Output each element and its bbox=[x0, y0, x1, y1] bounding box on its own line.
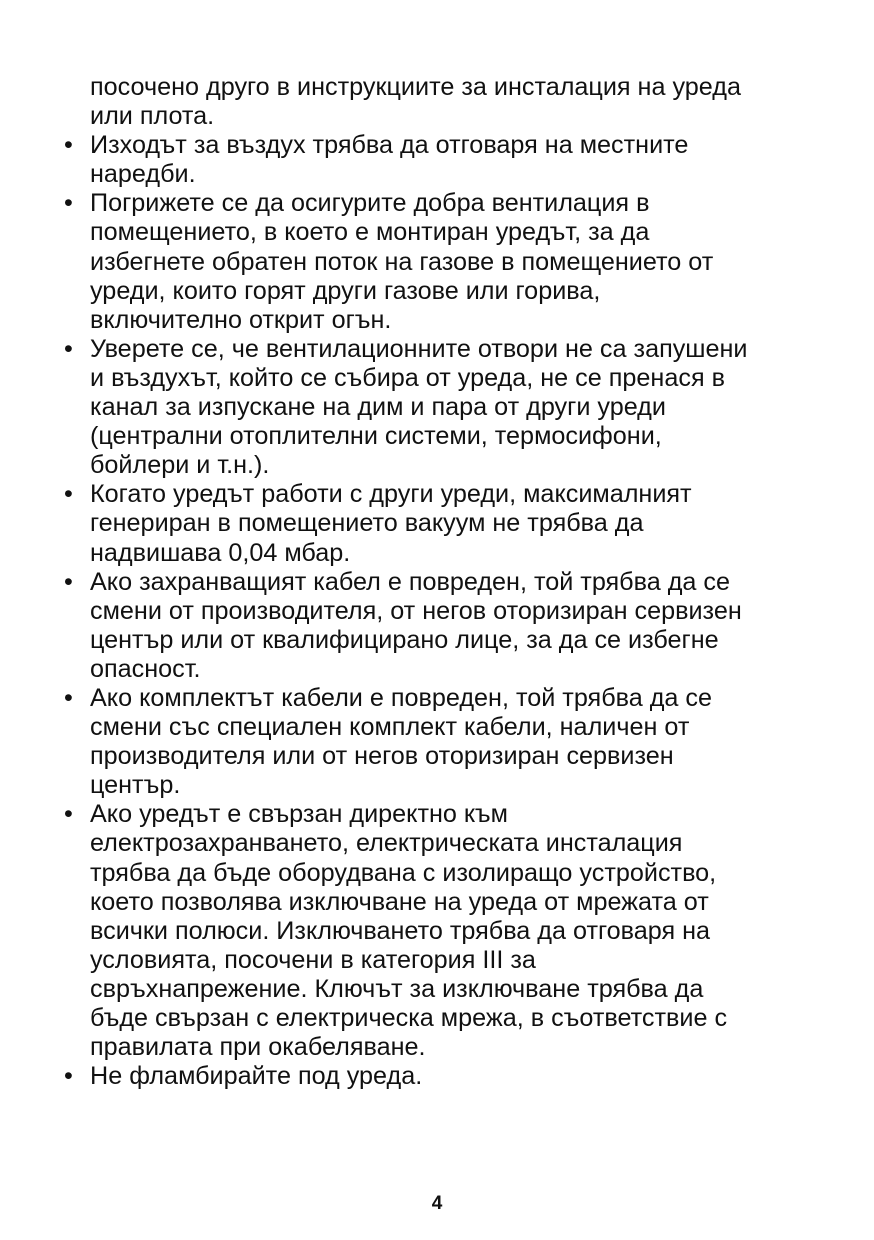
text-line: трябва да бъде оборудвана с изолиращо устройство, bbox=[90, 858, 717, 887]
text-line: (централни отоплителни системи, термосифони, bbox=[90, 422, 662, 451]
text-line: Когато уредът работи с други уреди, максималният bbox=[90, 480, 692, 509]
bullet-icon: • bbox=[64, 131, 73, 160]
page-number: 4 bbox=[431, 1193, 443, 1214]
text-line: или плота. bbox=[90, 102, 215, 131]
page-content bbox=[64, 73, 824, 1091]
bullet-icon: • bbox=[64, 334, 73, 363]
list-item bbox=[64, 800, 824, 1062]
text-line: смени от производителя, от негов оторизиран сервизен bbox=[90, 596, 742, 625]
list-item bbox=[64, 568, 824, 684]
text-line: избегнете обратен поток на газове в помещението от bbox=[90, 247, 714, 276]
text-line: Изходът за въздух трябва да отговаря на местните bbox=[90, 131, 689, 160]
text-line: наредби. bbox=[90, 160, 196, 189]
text-line: включително открит огън. bbox=[90, 305, 392, 334]
text-line: Ако захранващият кабел е повреден, той трябва да се bbox=[90, 567, 731, 596]
bullet-icon: • bbox=[64, 800, 73, 829]
text-line: център или от квалифицирано лице, за да се избегне bbox=[90, 625, 719, 654]
text-line: Ако уредът е свързан директно към bbox=[90, 800, 508, 829]
text-line: Не фламбирайте под уреда. bbox=[90, 1062, 423, 1091]
list-item bbox=[64, 1062, 824, 1091]
text-line: Уверете се, че вентилационните отвори не са запушени bbox=[90, 334, 748, 363]
text-line: канал за изпускане на дим и пара от други уреди bbox=[90, 393, 666, 422]
text-line: генериран в помещението вакуум не трябва да bbox=[90, 509, 644, 538]
text-line: Ако комплектът кабели е повреден, той трябва да се bbox=[90, 683, 713, 712]
text-line: електрозахранването, електрическата инсталация bbox=[90, 829, 683, 858]
list-item bbox=[64, 684, 824, 800]
text-line: и въздухът, който се събира от уреда, не се пренася в bbox=[90, 363, 725, 392]
bullet-icon: • bbox=[64, 567, 73, 596]
text-line: смени със специален комплект кабели, наличен от bbox=[90, 713, 690, 742]
text-line: Погрижете се да осигурите добра вентилация в bbox=[90, 189, 650, 218]
text-line: свръхнапрежение. Ключът за изключване трябва да bbox=[90, 974, 704, 1003]
text-line: бъде свързан с електрическа мрежа, в съответствие с bbox=[90, 1004, 728, 1032]
text-line: уреди, които горят други газове или горива, bbox=[90, 276, 601, 305]
text-line: посочено друго в инструкциите за инсталация на уреда bbox=[90, 73, 741, 101]
text-line: надвишава 0,04 мбар. bbox=[90, 538, 351, 567]
text-line: всички полюси. Изключването трябва да отговаря на bbox=[90, 916, 711, 945]
text-line: опасност. bbox=[90, 654, 201, 683]
text-line: помещението, в което е монтиран уредът, за да bbox=[90, 218, 650, 247]
text-line: условията, посочени в категория III за bbox=[90, 945, 536, 974]
list-item bbox=[64, 131, 824, 189]
bullet-icon: • bbox=[64, 683, 73, 712]
text-line: бойлери и т.н.). bbox=[90, 451, 270, 480]
text-line: център. bbox=[90, 771, 181, 800]
bullet-icon: • bbox=[64, 189, 73, 218]
list-item bbox=[64, 335, 824, 480]
text-line: производителя или от негов оторизиран сервизен bbox=[90, 742, 674, 771]
text-line: което позволява изключване на уреда от мрежата от bbox=[90, 887, 709, 916]
bullet-icon: • bbox=[64, 480, 73, 509]
continuation-paragraph bbox=[64, 73, 824, 131]
list-item bbox=[64, 480, 824, 567]
list-item bbox=[64, 189, 824, 334]
bullet-icon: • bbox=[64, 1062, 73, 1091]
bullet-list bbox=[64, 131, 824, 1091]
text-line: правилата при окабеляване. bbox=[90, 1033, 426, 1062]
